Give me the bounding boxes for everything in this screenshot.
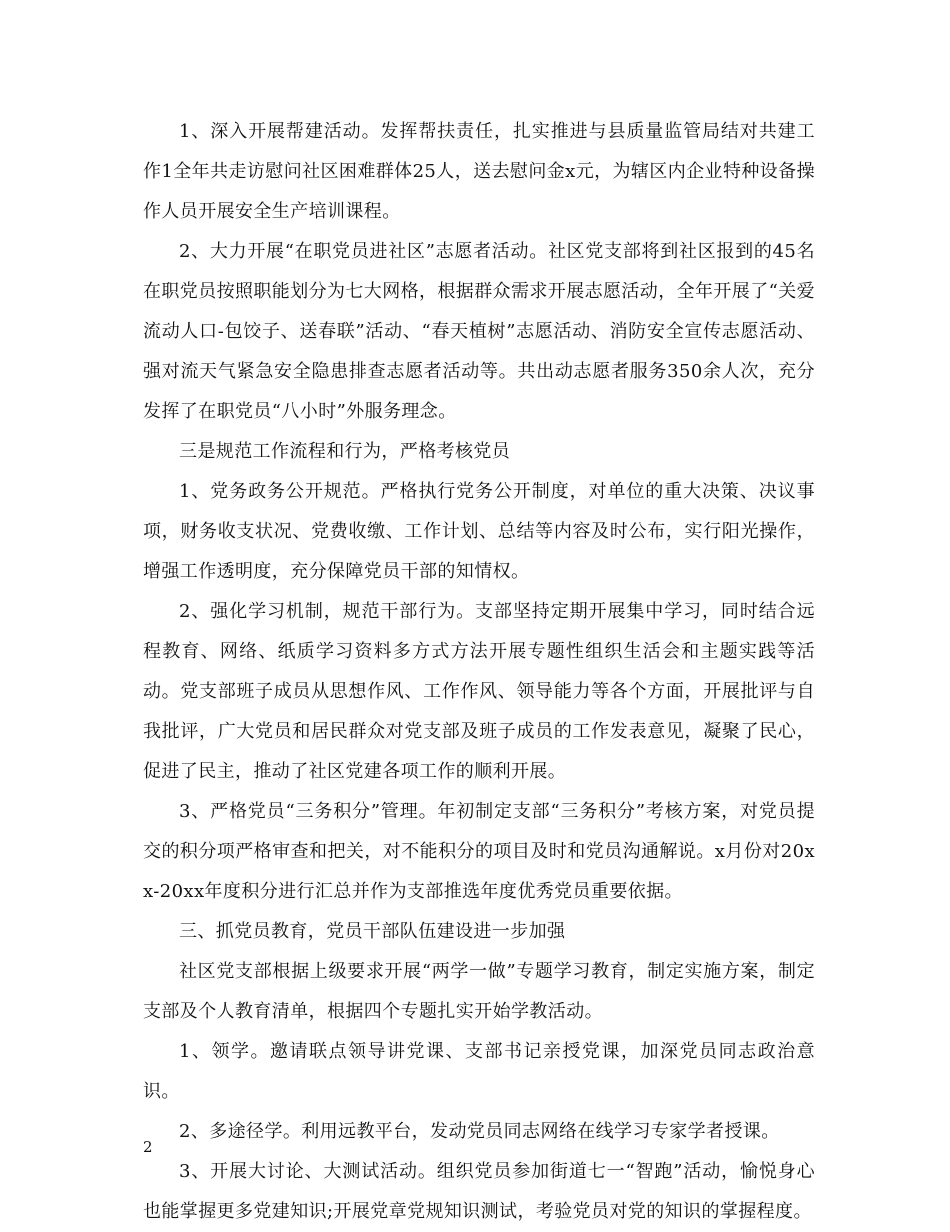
page-number: 2 [143, 1138, 153, 1156]
paragraph-affairs-disclosure: 1、党务政务公开规范。严格执行党务公开制度，对单位的重大决策、决议事项，财务收支状况、党费收缴、工作计划、总结等内容及时公布，实行阳光操作，增强工作透明度，充分保障党员干部的知情权。 [143, 481, 815, 582]
paragraph-discussion-testing: 3、开展大讨论、大测试活动。组织党员参加街道七一“智跑”活动，愉悦身心也能掌握更多党建知识;开展党章党规知识测试，考验党员对党的知识的掌握程度。 [143, 1161, 815, 1222]
paragraph-two-studies-one-action: 社区党支部根据上级要求开展“两学一做”专题学习教育，制定实施方案，制定支部及个人教育清单，根据四个专题扎实开始学教活动。 [143, 961, 815, 1022]
paragraph-lead-study: 1、领学。邀请联点领导讲党课、支部书记亲授党课，加深党员同志政治意识。 [143, 1041, 815, 1102]
paragraph-learning-mechanism: 2、强化学习机制，规范干部行为。支部坚持定期开展集中学习，同时结合远程教育、网络、纸质学习资料多方式方法开展专题性组织生活会和主题实践等活动。党支部班子成员从思想作风、工作作风、领导能力等各个方面，开展批评与自我批评，广大党员和居民群众对党支部及班子成员的工作发表意见，凝聚了民心，促进了民主，推动了社区党建各项工作的顺利开展。 [143, 601, 815, 782]
section-heading-standardize-work: 三是规范工作流程和行为，严格考核党员 [179, 441, 511, 462]
paragraph-points-management: 3、严格党员“三务积分”管理。年初制定支部“三务积分”考核方案，对党员提交的积分项严格审查和把关，对不能积分的项目及时和党员沟通解说。x月份对20xx-20xx年度积分进行汇总并作为支部推选年度优秀党员重要依据。 [143, 801, 815, 902]
section-heading-member-education: 三、抓党员教育，党员干部队伍建设进一步加强 [179, 921, 566, 942]
paragraph-multi-channel-study: 2、多途径学。利用远教平台，发动党员同志网络在线学习专家学者授课。 [179, 1121, 780, 1142]
paragraph-help-build: 1、深入开展帮建活动。发挥帮扶责任，扎实推进与县质量监管局结对共建工作1全年共走访慰问社区困难群体25人，送去慰问金x元，为辖区内企业特种设备操作人员开展安全生产培训课程。 [143, 121, 815, 222]
document-body [143, 112, 815, 1232]
paragraph-volunteer-activity: 2、大力开展“在职党员进社区”志愿者活动。社区党支部将到社区报到的45名在职党员按照职能划分为七大网格，根据群众需求开展志愿活动，全年开展了“关爱流动人口-包饺子、送春联”活动、“春天植树”志愿活动、消防安全宣传志愿活动、强对流天气紧急安全隐患排查志愿者活动等。共出动志愿者服务350余人次，充分发挥了在职党员“八小时”外服务理念。 [143, 241, 815, 422]
